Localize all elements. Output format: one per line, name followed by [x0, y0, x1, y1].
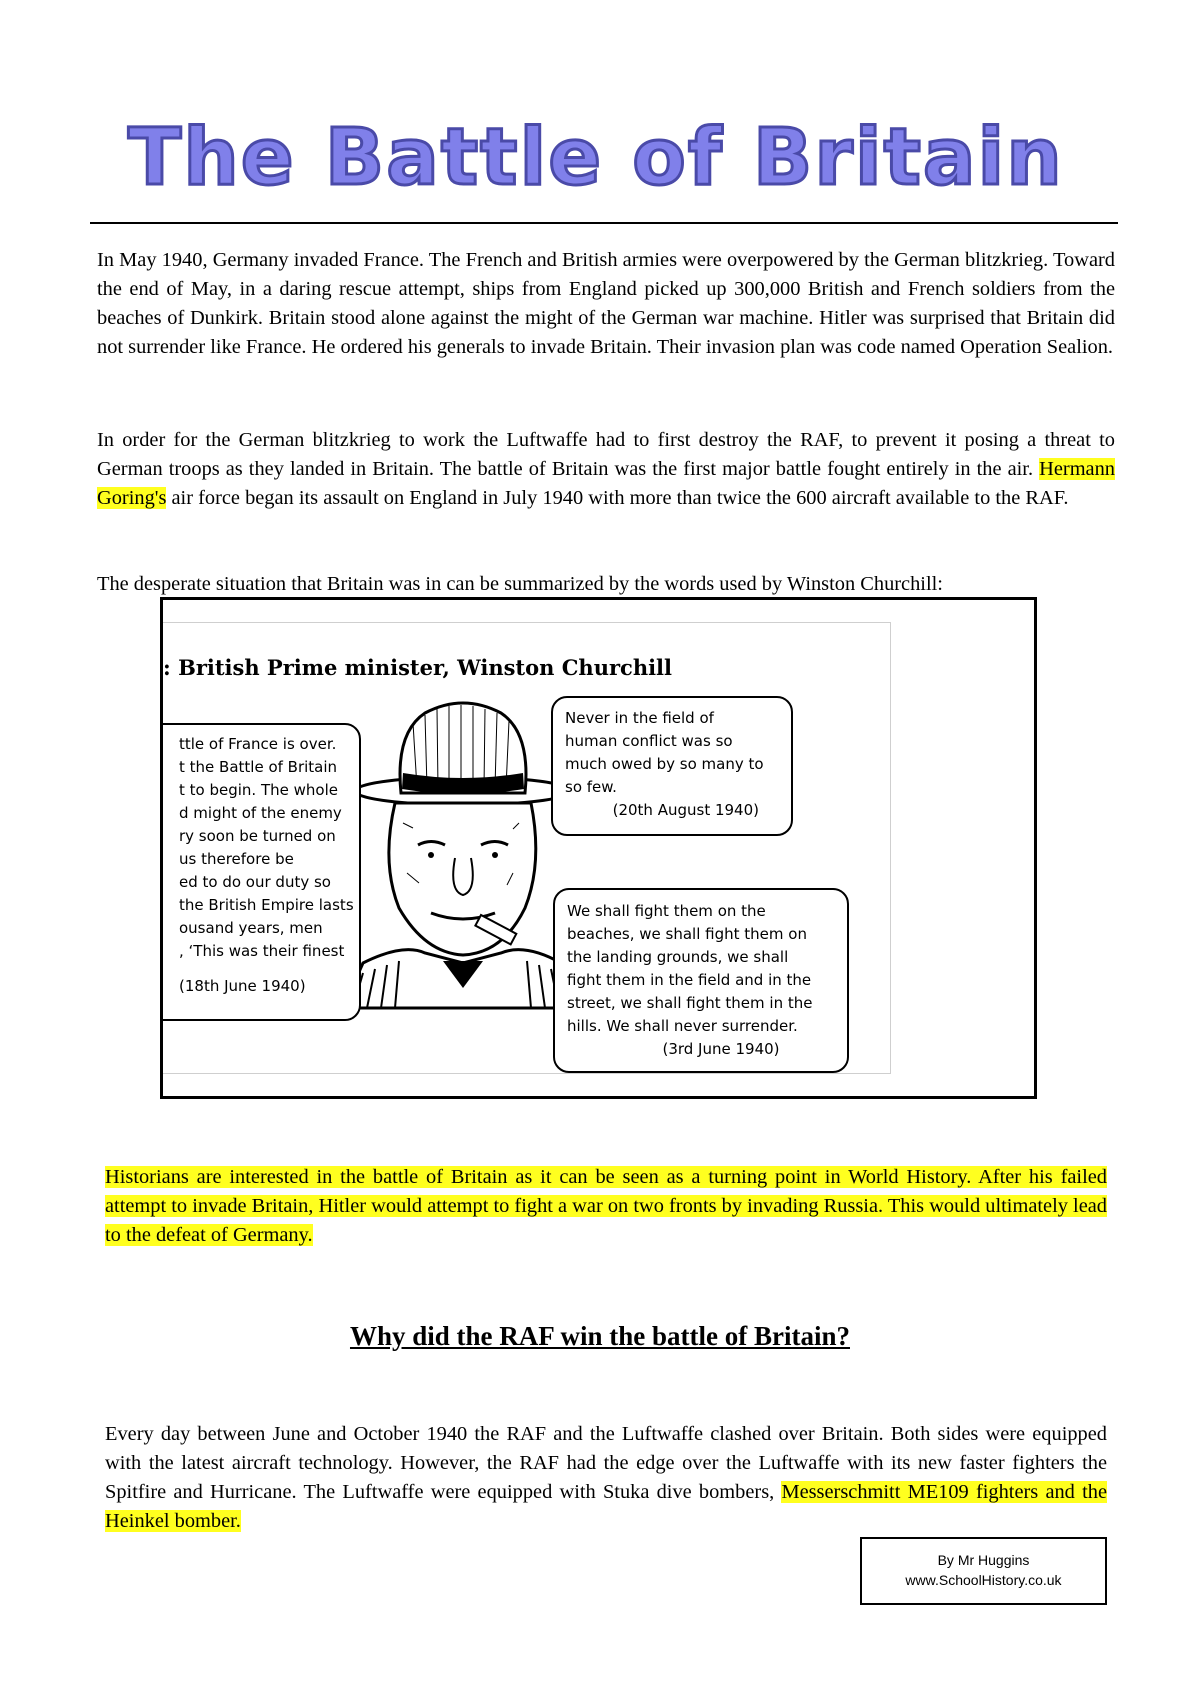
bubble-date: (20th August 1940): [612, 801, 759, 819]
bubble-line: hills. We shall never surrender.: [567, 1017, 798, 1035]
bubble-line: human conflict was so: [565, 732, 733, 750]
figure-caption: : British Prime minister, Winston Churchill: [163, 655, 673, 680]
bubble-spacer: [179, 963, 349, 975]
churchill-figure: [160, 597, 1037, 1099]
churchill-intro: The desperate situation that Britain was in can be summarized by the words used by Winston Churchill:: [97, 573, 943, 595]
bubble-line: much owed by so many to: [565, 755, 764, 773]
highlight-goring: Hermann Goring's: [97, 458, 1115, 509]
bubble-line: ttle of France is over.: [179, 735, 337, 753]
luftwaffe-text-start: In order for the German blitzkrieg to work the Luftwaffe had to first destroy the RAF, to prevent it posing a threat to German troops as they landed in Britain. The battle of Britain was the first major battle fought entirely in the air.: [97, 429, 1115, 480]
bubble-line: d might of the enemy: [179, 804, 342, 822]
bubble-line: ed to do our duty so: [179, 873, 331, 891]
bubble-line: We shall fight them on the: [567, 902, 766, 920]
luftwaffe-text-end: air force began its assault on England in July 1940 with more than twice the 600 aircraft available to the RAF.: [166, 487, 1069, 509]
bubble-line: ry soon be turned on: [179, 827, 336, 845]
bubble-line: t to begin. The whole: [179, 781, 338, 799]
section-heading-text: Why did the RAF win the battle of Britain?: [349, 1321, 850, 1351]
bubble-line: the British Empire lasts: [179, 896, 354, 914]
intro-paragraph: In May 1940, Germany invaded France. The French and British armies were overpowered by the German blitzkrieg. Toward the end of May, in a daring rescue attempt, ships from England picked up 300,000 British and French soldiers from the beaches of Dunkirk. Britain stood alone against the might of the German war machine. Hitler was surprised that Britain did not surrender like France. He ordered his generals to invade Britain. Their invasion plan was code named Operation Sealion.: [97, 249, 1115, 358]
figure-panel: [163, 622, 891, 1074]
bubble-line: us therefore be: [179, 850, 294, 868]
turning-point-paragraph: [105, 1163, 1107, 1250]
raf-paragraph: [105, 1420, 1107, 1536]
bubble-date: (18th June 1940): [179, 977, 306, 995]
speech-bubble-june-3: [553, 888, 849, 1073]
raf-text: Every day between June and October 1940 the RAF and the Luftwaffe clashed over Britain. Both sides were equipped with the latest aircraft technology. However, the RAF had the edge over the Luftwaffe with its new faster fighters the Spitfire and Hurricane. The Luftwaffe were equipped with Stuka dive bombers,: [105, 1423, 1107, 1503]
bubble-line: Never in the field of: [565, 709, 714, 727]
luftwaffe-paragraph: [97, 426, 1115, 513]
bubble-line: the landing grounds, we shall: [567, 948, 789, 966]
speech-bubble-aug-20: [551, 696, 793, 836]
highlight-turning-point: Historians are interested in the battle of Britain as it can be seen as a turning point in World History. After his failed attempt to invade Britain, Hitler would attempt to fight a war on two fronts by invading Russia. This would ultimately lead to the defeat of Germany.: [105, 1166, 1107, 1246]
bubble-line: so few.: [565, 778, 617, 796]
author-name: By Mr Huggins: [937, 1552, 1030, 1568]
title-divider: [90, 222, 1118, 224]
author-website: www.SchoolHistory.co.uk: [905, 1572, 1062, 1588]
page-title: The Battle of Britain: [128, 113, 1064, 203]
bubble-line: ousand years, men: [179, 919, 323, 937]
highlight-aircraft: Messerschmitt ME109 fighters and the Heinkel bomber.: [105, 1481, 1107, 1532]
bubble-line: t the Battle of Britain: [179, 758, 338, 776]
speech-bubble-june-18: [160, 723, 361, 1021]
section-heading: [0, 1318, 1200, 1354]
bubble-line: , ‘This was their finest: [179, 942, 345, 960]
bubble-line: beaches, we shall fight them on: [567, 925, 807, 943]
bubble-line: fight them in the field and in the: [567, 971, 812, 989]
bubble-line: street, we shall fight them in the: [567, 994, 813, 1012]
bubble-date: (3rd June 1940): [662, 1040, 780, 1058]
author-signature-box: [860, 1537, 1107, 1605]
